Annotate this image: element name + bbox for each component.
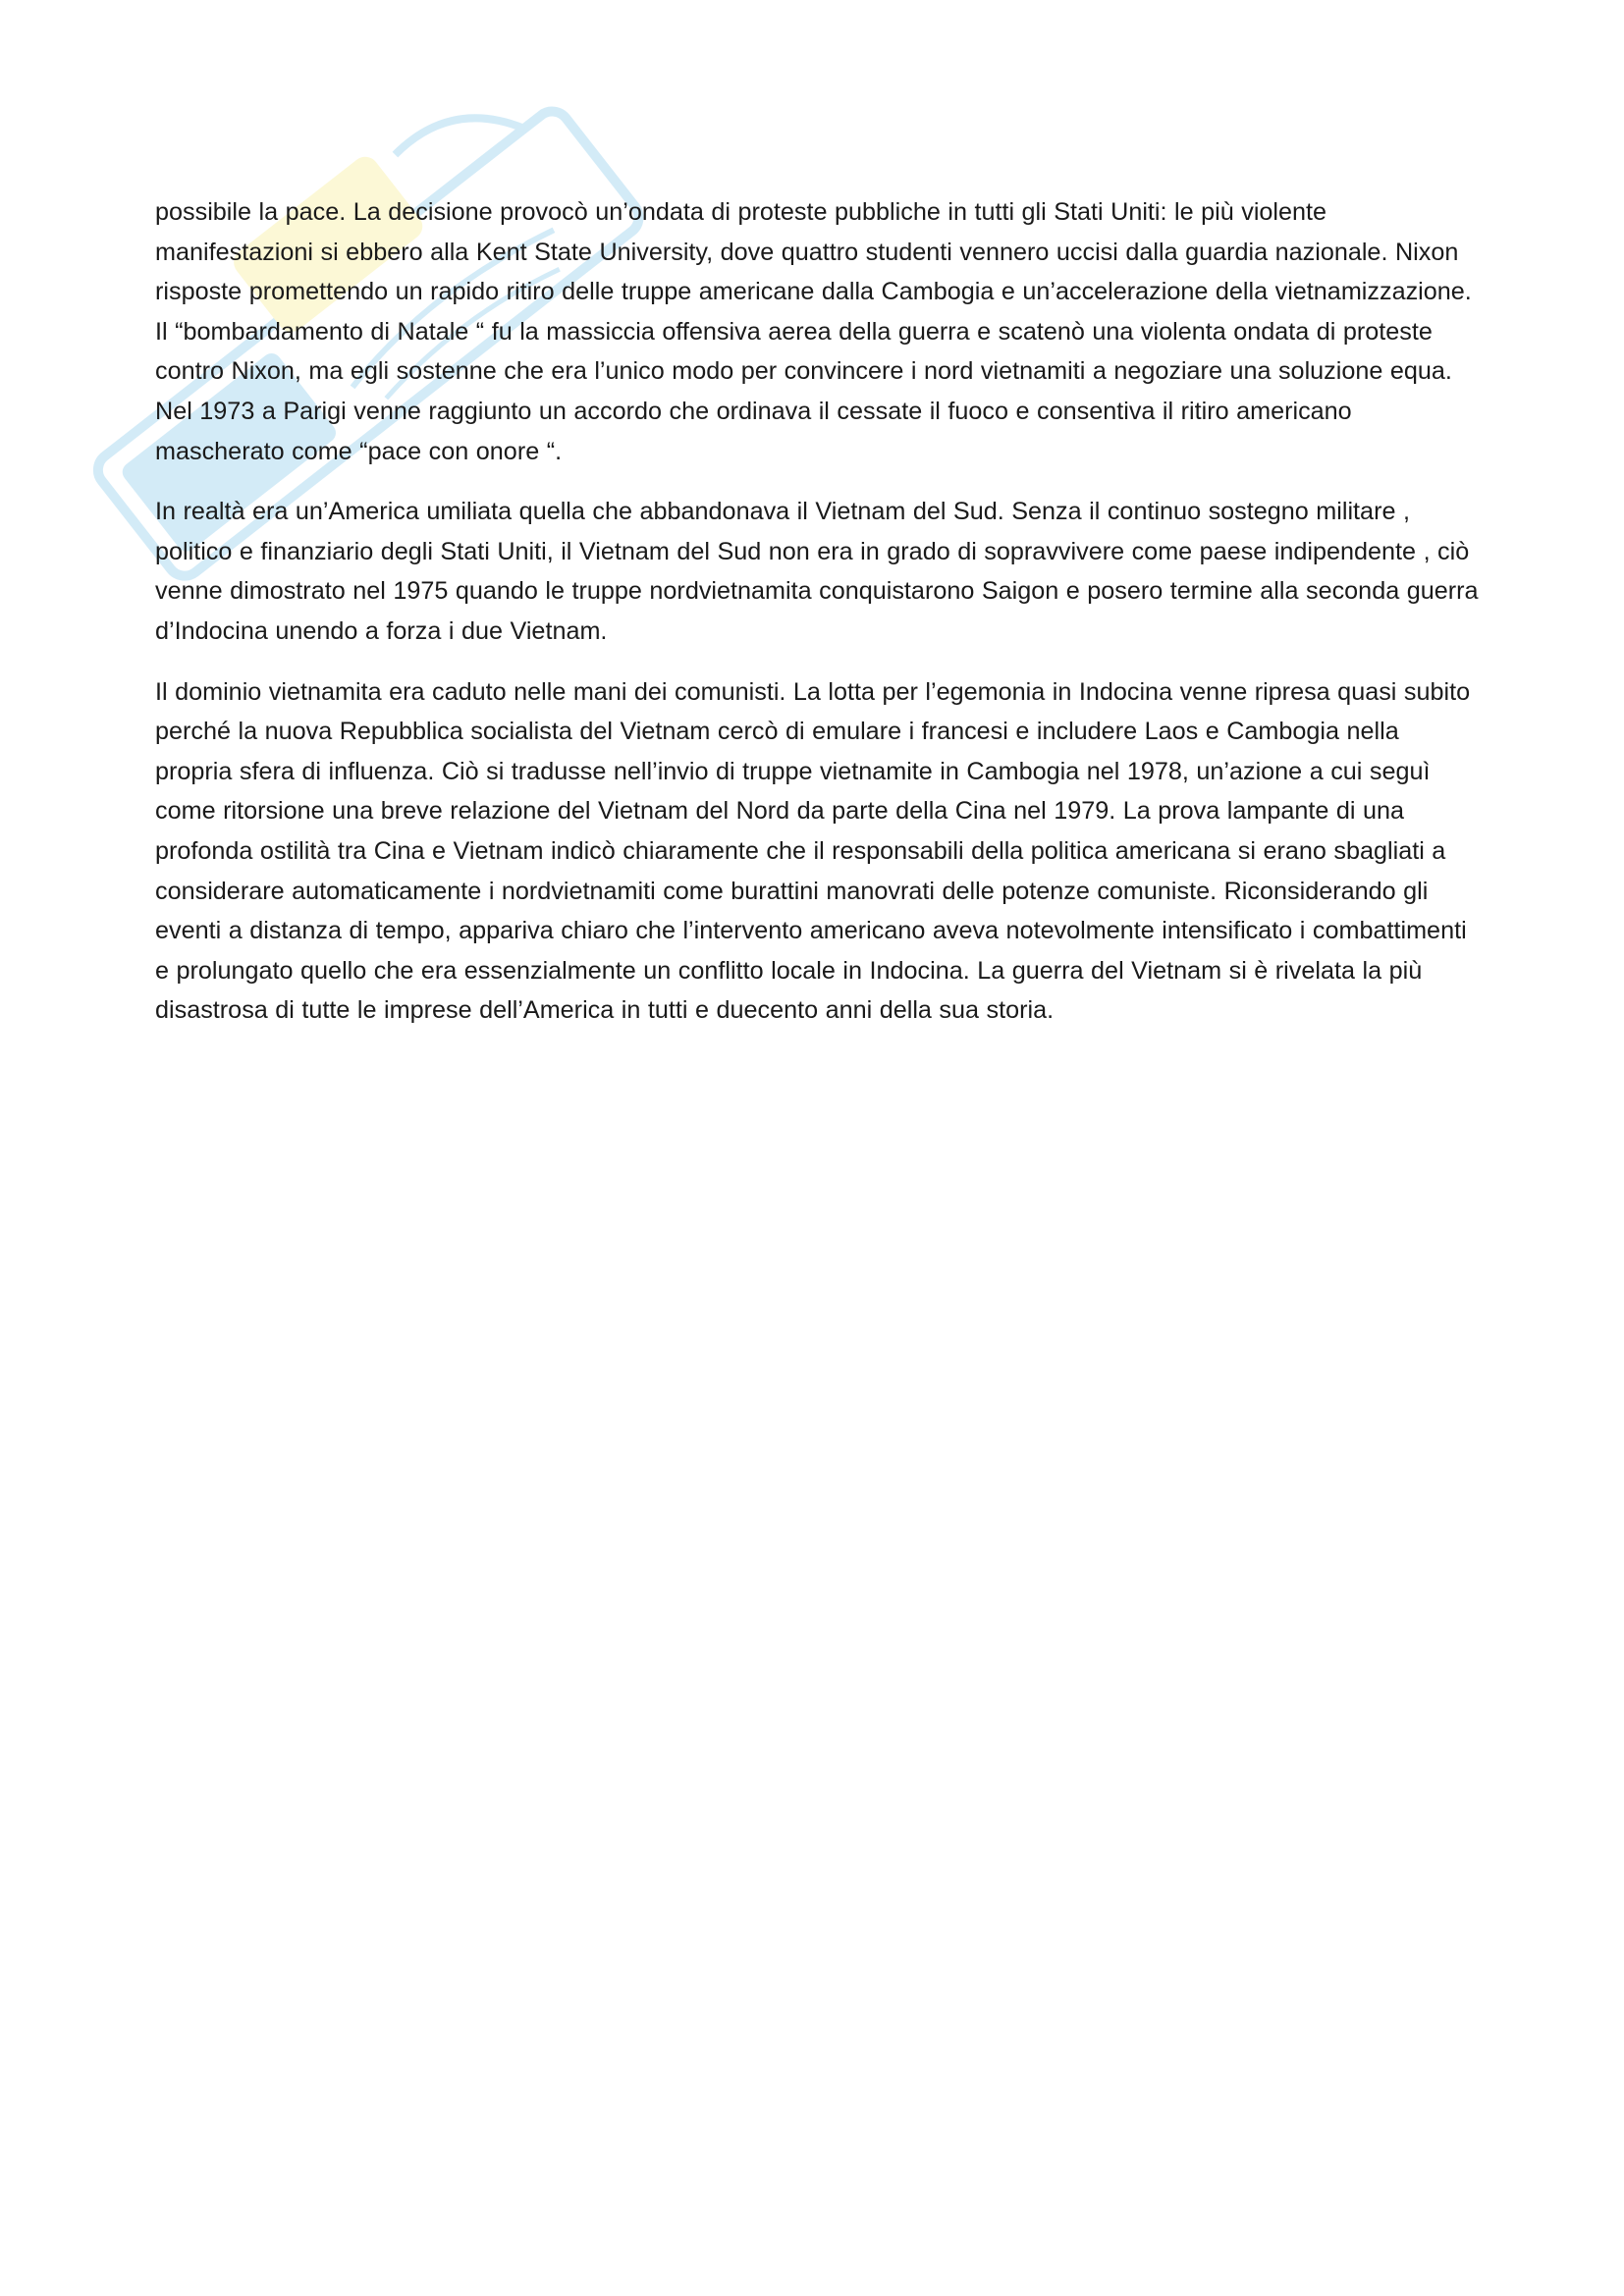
paragraph: possibile la pace. La decisione provocò un’ondata di proteste pubbliche in tutti gli Stati Uniti: le più violente manifestazioni si ebbero alla Kent State University, dove quattro studenti vennero uccisi dalla guardia nazionale. Nixon risposte promettendo un rapido ritiro delle truppe americane dalla Cambogia e un’accelerazione della vietnamizzazione. Il “bombardamento di Natale “ fu la massiccia offensiva aerea della guerra e scatenò una violenta ondata di proteste contro Nixon, ma egli sostenne che era l’unico modo per convincere i nord vietnamiti a negoziare una soluzione equa. Nel 1973 a Parigi venne raggiunto un accordo che ordinava il cessate il fuoco e consentiva il ritiro americano mascherato come “pace con onore “. bbox=[155, 198, 1472, 465]
document-body bbox=[155, 192, 1481, 1051]
paragraph: In realtà era un’America umiliata quella che abbandonava il Vietnam del Sud. Senza il continuo sostegno militare , politico e finanziario degli Stati Uniti, il Vietnam del Sud non era in grado di sopravvivere come paese indipendente , ciò venne dimostrato nel 1975 quando le truppe nordvietnamita conquistarono Saigon e posero termine alla seconda guerra d’Indocina unendo a forza i due Vietnam. bbox=[155, 498, 1479, 645]
paragraph: Il dominio vietnamita era caduto nelle mani dei comunisti. La lotta per l’egemonia in Indocina venne ripresa quasi subito perché la nuova Repubblica socialista del Vietnam cercò di emulare i francesi e includere Laos e Cambogia nella propria sfera di influenza. Ciò si tradusse nell’invio di truppe vietnamite in Cambogia nel 1978, un’azione a cui seguì come ritorsione una breve relazione del Vietnam del Nord da parte della Cina nel 1979. La prova lampante di una profonda ostilità tra Cina e Vietnam indicò chiaramente che il responsabili della politica americana si erano sbagliati a considerare automaticamente i nordvietnamiti come burattini manovrati delle potenze comuniste. Riconsiderando gli eventi a distanza di tempo, appariva chiaro che l’intervento americano aveva notevolmente intensificato i combattimenti e prolungato quello che era essenzialmente un conflitto locale in Indocina. La guerra del Vietnam si è rivelata la più disastrosa di tutte le imprese dell’America in tutti e duecento anni della sua storia. bbox=[155, 677, 1471, 1025]
